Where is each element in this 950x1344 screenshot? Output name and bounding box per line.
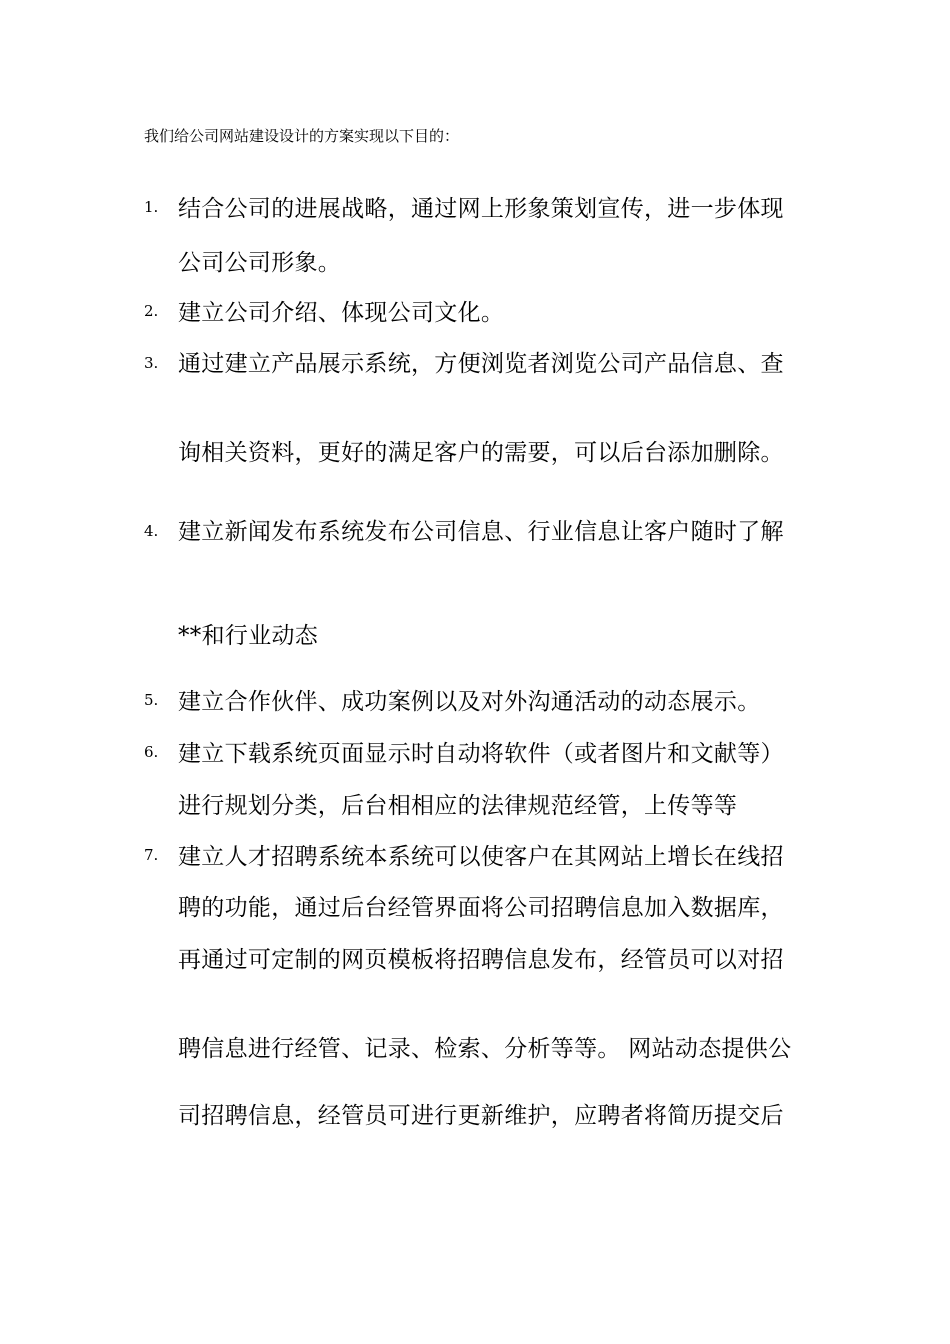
item-5-line-1: 建立合作伙伴、成功案例以及对外沟通活动的动态展示。: [178, 689, 761, 715]
item-7-line-2: 聘的功能，通过后台经管界面将公司招聘信息加入数据库，: [178, 895, 784, 921]
item-1-number: 1.: [144, 198, 159, 216]
item-6-number: 6.: [144, 743, 159, 761]
item-4-number: 4.: [144, 522, 159, 540]
item-7-line-1: 建立人才招聘系统本系统可以使客户在其网站上增长在线招: [178, 844, 784, 870]
item-2-number: 2.: [144, 302, 159, 320]
item-6-line-1: 建立下载系统页面显示时自动将软件（或者图片和文献等）: [178, 741, 784, 767]
item-7-line-3: 再通过可定制的网页模板将招聘信息发布，经管员可以对招: [178, 947, 784, 973]
item-7-line-4: 聘信息进行经管、记录、检索、分析等等。 网站动态提供公: [178, 1036, 792, 1062]
item-5-number: 5.: [144, 691, 159, 709]
item-3-line-1: 通过建立产品展示系统，方便浏览者浏览公司产品信息、查: [178, 351, 784, 377]
item-1-line-2: 公司公司形象。: [178, 250, 342, 276]
item-1-line-1: 结合公司的进展战略，通过网上形象策划宣传，进一步体现: [178, 196, 784, 222]
item-6-line-2: 进行规划分类，后台相相应的法律规范经管，上传等等: [178, 793, 738, 819]
intro-text: 我们给公司网站建设设计的方案实现以下目的：: [144, 127, 460, 145]
item-3-line-2: 询相关资料，更好的满足客户的需要，可以后台添加删除。: [178, 440, 784, 466]
item-2-line-1: 建立公司介绍、体现公司文化。: [178, 300, 505, 326]
item-3-number: 3.: [144, 354, 159, 372]
item-7-number: 7.: [144, 846, 159, 864]
item-4-line-2: **和行业动态: [178, 623, 319, 649]
item-7-line-5: 司招聘信息，经管员可进行更新维护，应聘者将简历提交后: [178, 1103, 784, 1129]
item-4-line-1: 建立新闻发布系统发布公司信息、行业信息让客户随时了解: [178, 519, 784, 545]
